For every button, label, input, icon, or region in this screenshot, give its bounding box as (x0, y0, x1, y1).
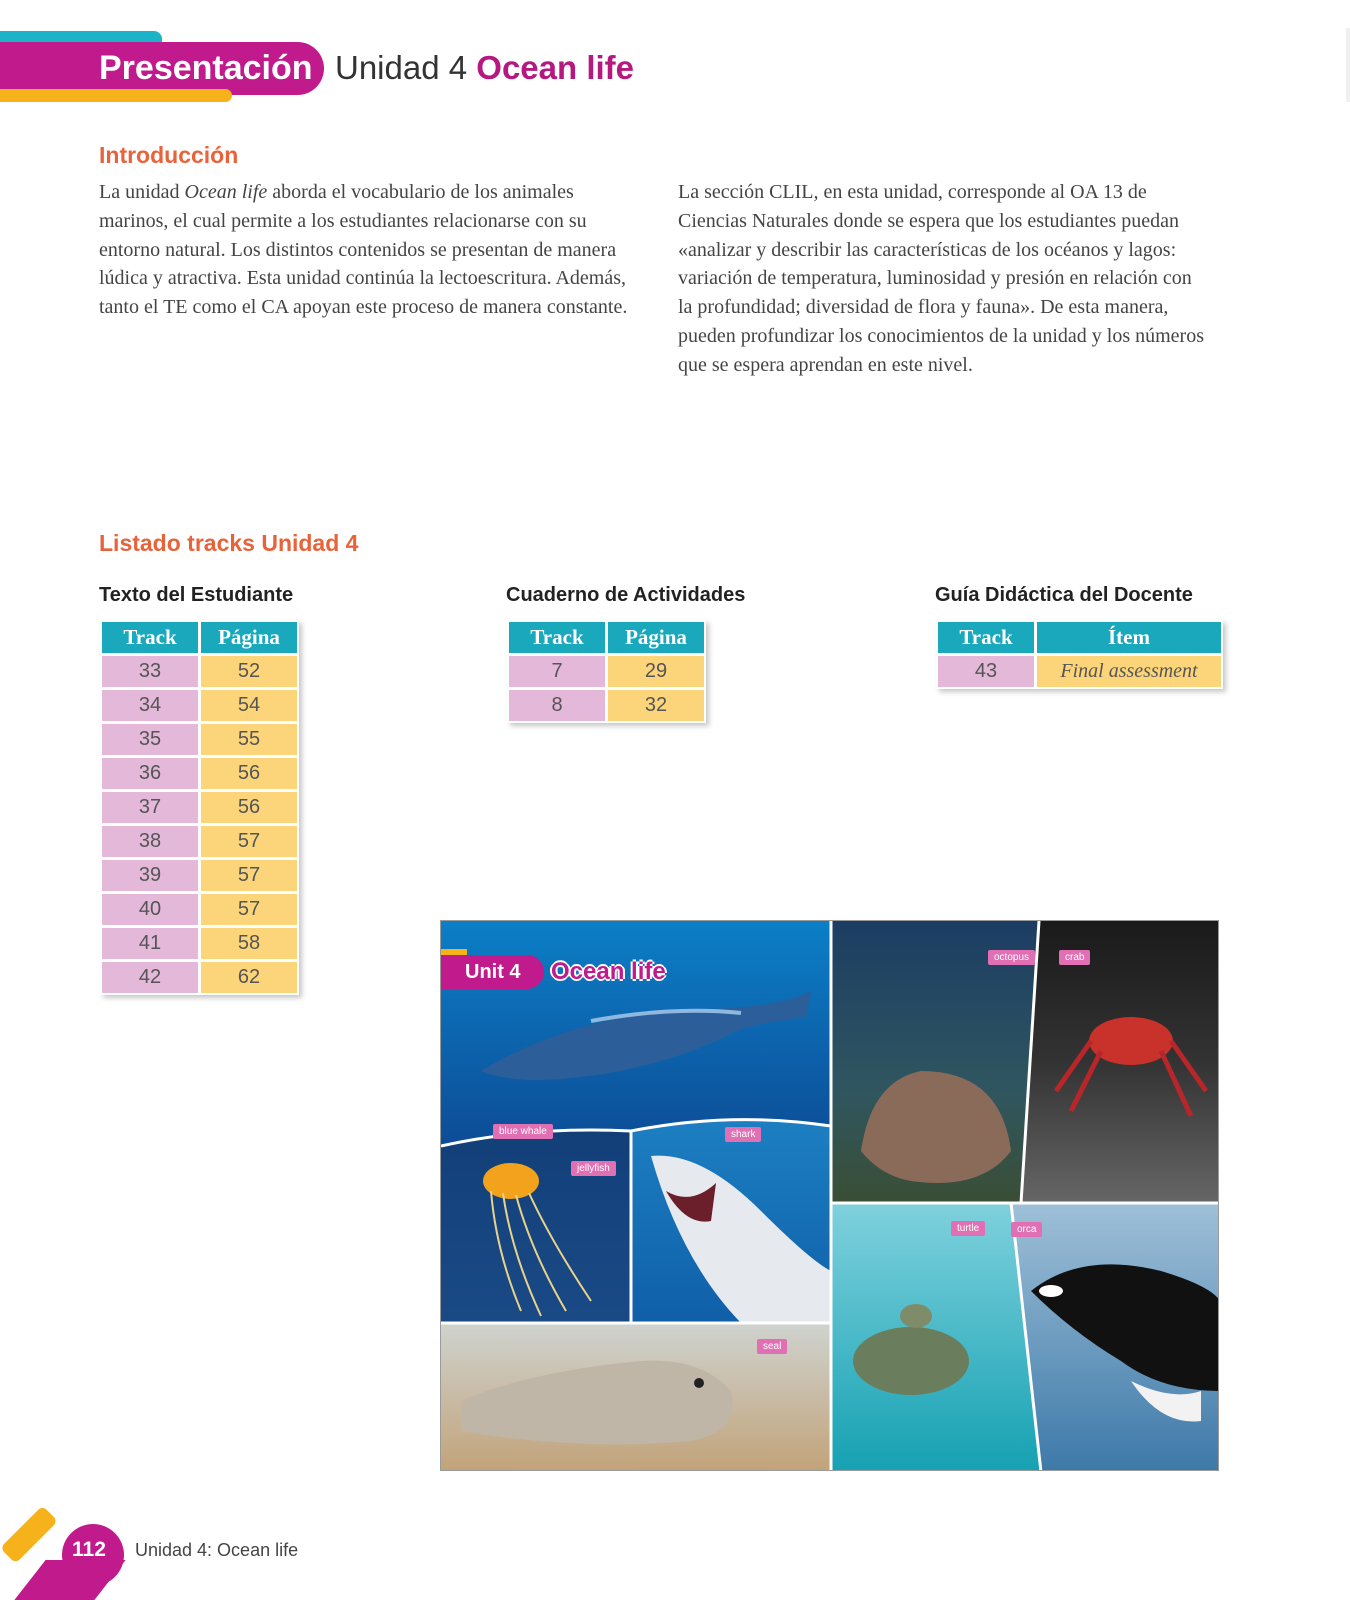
table-cell-track: 35 (102, 724, 198, 755)
table-header-cell: Página (201, 622, 297, 653)
header-unit-name: Ocean life (476, 49, 635, 86)
header-title (335, 44, 634, 92)
table-title-teacher: Guía Didáctica del Docente (935, 584, 1193, 606)
table-cell-value: 56 (201, 792, 297, 823)
footer-yellow-stripe (0, 1506, 58, 1564)
tracks-heading: Listado tracks Unidad 4 (99, 530, 359, 556)
table-cell-track: 34 (102, 690, 198, 721)
table-student-text (100, 620, 299, 995)
table-cell-track: 38 (102, 826, 198, 857)
table-header-cell: Ítem (1037, 622, 1221, 653)
label-crab: crab (1059, 950, 1090, 965)
table-title-student: Texto del Estudiante (99, 584, 294, 606)
intro-p1-prefix: La unidad (99, 181, 185, 203)
table-cell-value: 54 (201, 690, 297, 721)
intro-p1-italic: Ocean life (184, 181, 268, 203)
collage-unit-badge: Unit 4 (441, 955, 544, 989)
table-cell-track: 39 (102, 860, 198, 891)
table-title-activities: Cuaderno de Actividades (506, 584, 746, 606)
intro-paragraph-1 (99, 178, 639, 322)
table-cell-value: 57 (201, 826, 297, 857)
table-cell-value: 55 (201, 724, 297, 755)
table-cell-value: 57 (201, 860, 297, 891)
table-cell-value: 29 (608, 656, 704, 687)
table-cell-track: 36 (102, 758, 198, 789)
footer-text: Unidad 4: Ocean life (135, 1540, 299, 1560)
table-cell-track: 40 (102, 894, 198, 925)
table-cell-value: Final assessment (1037, 656, 1221, 687)
table-header-cell: Página (608, 622, 704, 653)
label-turtle: turtle (951, 1221, 985, 1236)
collage-unit-name: Ocean life (551, 958, 666, 985)
label-octopus: octopus (988, 950, 1035, 965)
label-blue-whale: blue whale (493, 1124, 553, 1139)
intro-paragraph-2: La sección CLIL, en esta unidad, corresponde al OA 13 de Ciencias Naturales donde se espera que los estudiantes puedan «analizar y describir las características de los océanos y lagos: variación de temperatura, luminosidad y presión en relación con la profundidad; diversidad de flora y fauna». De esta manera, pueden profundizar los conocimientos de la unidad y los números que se espera aprendan en este nivel. (678, 181, 1204, 376)
table-cell-track: 33 (102, 656, 198, 687)
table-header-cell: Track (509, 622, 605, 653)
table-cell-track: 41 (102, 928, 198, 959)
page-edge (1346, 28, 1350, 102)
intro-p1-rest: aborda el vocabulario de los animales marinos, el cual permite a los estudiantes relacionarse con su entorno natural. Los distintos contenidos se presentan de manera lúdica y atractiva. Esta unidad continúa la lectoescritura. Además, tanto el TE como el CA apoyan este proceso de manera constante. (99, 181, 628, 319)
table-cell-track: 7 (509, 656, 605, 687)
table-activities (507, 620, 706, 723)
header-unit-label: Unidad 4 (335, 49, 468, 86)
table-cell-track: 37 (102, 792, 198, 823)
table-cell-value: 52 (201, 656, 297, 687)
table-header-cell: Track (102, 622, 198, 653)
label-jellyfish: jellyfish (571, 1161, 616, 1176)
table-cell-track: 42 (102, 962, 198, 993)
ocean-life-collage (440, 920, 1219, 1471)
table-cell-value: 56 (201, 758, 297, 789)
label-seal: seal (757, 1339, 787, 1354)
table-header-cell: Track (938, 622, 1034, 653)
table-cell-value: 32 (608, 690, 704, 721)
table-cell-value: 58 (201, 928, 297, 959)
page-number: 112 (72, 1538, 106, 1561)
table-teacher-guide (936, 620, 1223, 689)
intro-heading: Introducción (99, 142, 239, 168)
table-cell-value: 62 (201, 962, 297, 993)
table-cell-track: 43 (938, 656, 1034, 687)
label-shark: shark (725, 1127, 761, 1142)
table-cell-value: 57 (201, 894, 297, 925)
header-section-label: Presentación (99, 49, 313, 87)
label-orca: orca (1011, 1222, 1042, 1237)
table-cell-track: 8 (509, 690, 605, 721)
collage-illustration (441, 921, 1219, 1471)
